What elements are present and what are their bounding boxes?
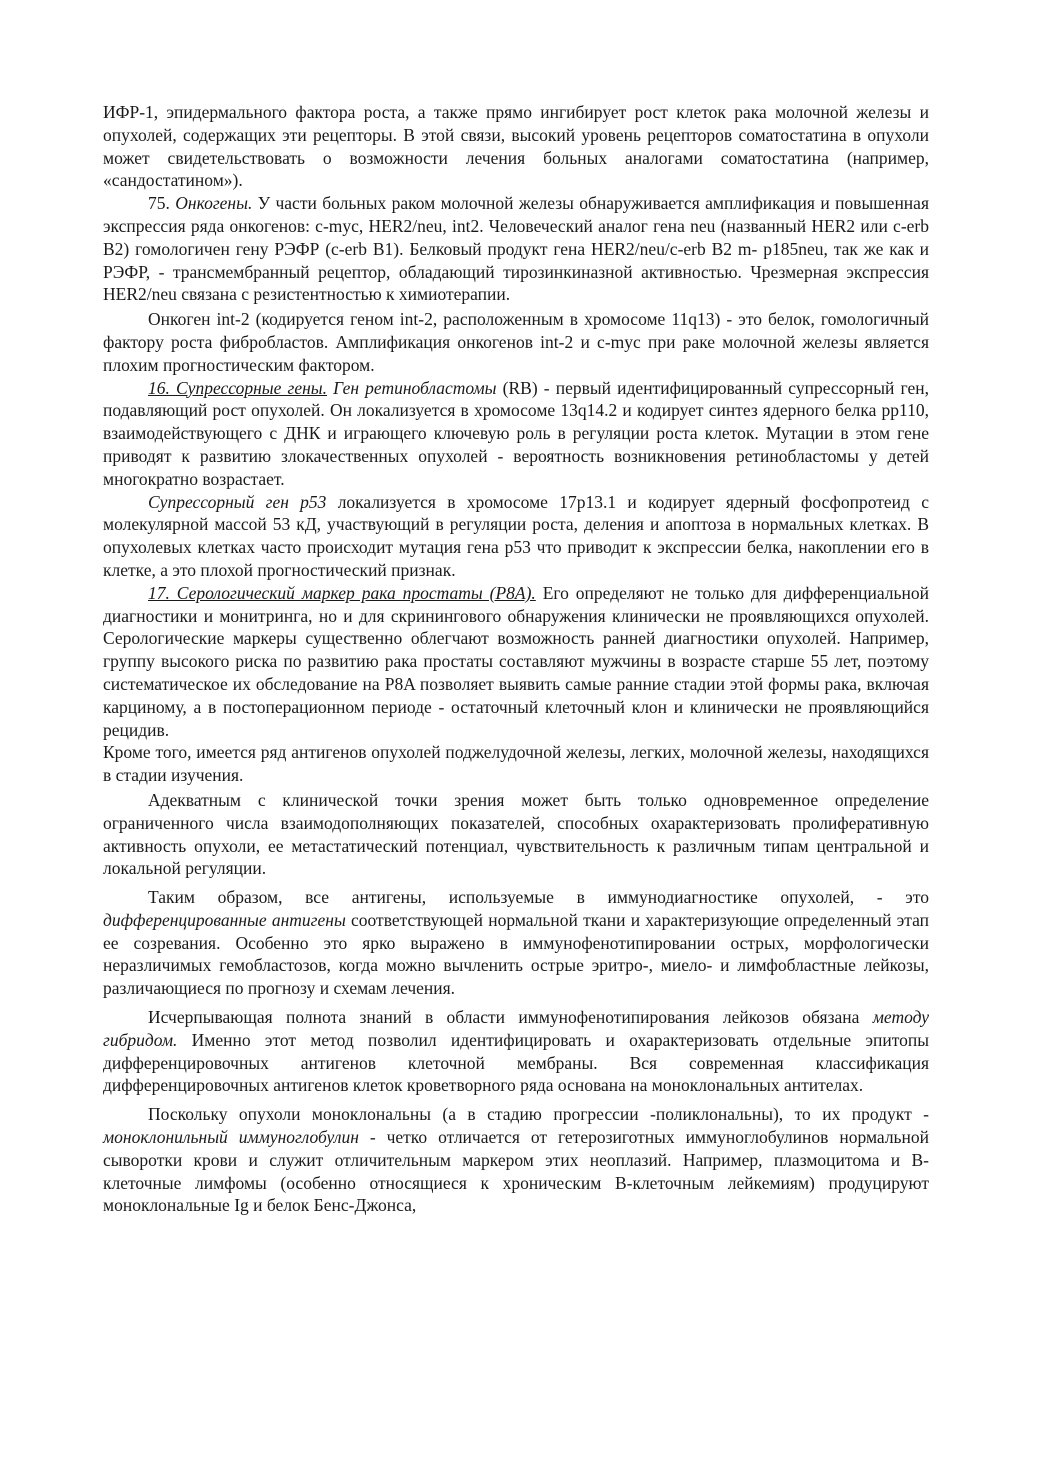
paragraph-oncogenes — [103, 192, 929, 306]
paragraph-text: 75. — [148, 193, 176, 214]
paragraph-differentiated-antigens — [103, 886, 929, 1000]
emphasized-text: Супрессорный ген p53 — [148, 491, 327, 512]
emphasized-text: Ген ретинобластомы — [333, 377, 497, 398]
emphasized-text: дифференцированные антигены — [103, 909, 346, 930]
emphasized-text: методу гибридом. — [103, 1007, 929, 1050]
paragraph-text: - четко отличается от гетерозиготных иммуноглобулинов нормальной сыворотки крови и служит отличительным маркером этих неоплазий. Например, плазмоцитома и B-клеточные лимфомы (особенно относящиеся к хроническим B-клеточным лейкемиям) продуцируют моноклональные Ig и белок Бенс-Джонса, — [103, 1127, 930, 1216]
document-page — [103, 101, 929, 1217]
paragraph-text: ИФР-1, эпидермального фактора роста, а также прямо ингибирует рост клеток рака молочной железы и опухолей, содержащих эти рецепторы. В этой связи, высокий уровень рецепторов соматостатина в опухоли может свидетельствовать о возможности лечения больных аналогами соматостатина (например, «сандостатином»). — [103, 102, 929, 191]
paragraph-hybridoma-method — [103, 1006, 929, 1097]
paragraph-text: Адекватным с клинической точки зрения может быть только одновременное определение ограниченного числа взаимодополняющих показателей, способных охарактеризовать пролиферативную активность опухоли, ее метастатический потенциал, чувствительность к различным типам центральной и локальной регуляции. — [103, 789, 929, 879]
paragraph-int2 — [103, 308, 929, 376]
paragraph-text: Таким образом, все антигены, используемые в иммунодиагностике опухолей, - это — [148, 887, 929, 908]
paragraph-text: (RB) - первый идентифицированный супрессорный ген, подавляющий рост опухолей. Он локализуется в хромосоме 13q14.2 и кодирует синтез ядерного белка pp110, взаимодействующего с ДНК и играющего ключевую роль в регуляции роста клеток. Мутации в этом гене приводят к развитию злокачественных опухолей - вероятность возникновения ретинобластомы у детей многократно возрастает. — [103, 377, 929, 489]
paragraph-text: соответствующей нормальной ткани и характеризующие определенный этап ее созревания. Особенно это ярко выражено в иммунофенотипировании острых, морфологически неразличимых гемобластозов, когда можно вычленить острые эритро-, миело- и лимфобластные лейкозы, различающиеся по прогнозу и схемам лечения. — [103, 909, 930, 999]
paragraph-text: Его определяют не только для дифференциальной диагностики и монитринга, но и для скринингового обнаружения клинически не проявляющихся опухолей. Серологические маркеры существенно облегчают возможность ранней диагностики опухолей. Например, группу высокого риска по развитию рака простаты составляют мужчины в возрасте старше 55 лет, поэтому систематическое их обследование на P8A позволяет выявить самые ранние стадии этой формы рака, включая карциному, а в постоперационном периоде - остаточный клеточный клон и клинически не проявляющийся рецидив. — [103, 582, 929, 740]
paragraph-prostate-marker — [103, 582, 929, 742]
paragraph-text: Поскольку опухоли моноклональны (а в стадию прогрессии -поликлональны), то их продукт - — [148, 1104, 929, 1125]
emphasized-text: 17. Серологический маркер рака простаты (P8A). — [148, 582, 536, 603]
paragraph-other-antigens — [103, 741, 929, 787]
paragraph-p53 — [103, 491, 929, 582]
paragraph-text: Именно этот метод позволил идентифицировать и охарактеризовать отдельные эпитопы дифференцировочных антигенов клеточной мембраны. Вся современная классификация дифференцировочных антигенов клеток кроветворного ряда основана на моноклональных антителах. — [103, 1029, 929, 1096]
paragraph-suppressor-genes — [103, 377, 929, 491]
paragraph-text: Исчерпывающая полнота знаний в области иммунофенотипирования лейкозов обязана — [148, 1007, 873, 1028]
paragraph-text: Кроме того, имеется ряд антигенов опухолей поджелудочной железы, легких, молочной железы, находящихся в стадии изучения. — [103, 742, 929, 786]
paragraph-monoclonal-immunoglobulin — [103, 1103, 929, 1217]
emphasized-text: Онкогены. — [175, 193, 253, 214]
paragraph-text: локализуется в хромосоме 17p13.1 и кодирует ядерный фосфопротеид с молекулярной массой 53 кД, участвующий в регуляции роста, деления и апоптоза в нормальных клетках. В опухолевых клетках часто происходит мутация гена p53 что приводит к экспрессии белка, накоплении его в клетке, а это плохой прогностический признак. — [103, 491, 929, 580]
paragraph-adequate-determination — [103, 789, 929, 880]
emphasized-text: моноклонильный иммуноглобулин — [103, 1127, 359, 1148]
paragraph-somatostatin-end — [103, 101, 929, 192]
paragraph-text: Онкоген int-2 (кодируется геном int-2, расположенным в хромосоме 11q13) - это белок, гомологичный фактору роста фибробластов. Амплификация онкогенов int-2 и c-myc при раке молочной железы является плохим прогностическим фактором. — [103, 309, 929, 375]
emphasized-text: 16. Супрессорные гены. — [148, 377, 328, 398]
paragraph-text: У части больных раком молочной железы обнаруживается амплификация и повышенная экспрессия ряда онкогенов: c-myc, HER2/neu, int2. Человеческий аналог гена neu (названный HER2 или c-erb B2) гомологичен гену РЭФР (c-erb B1). Белковый продукт гена HER2/neu/c-erb B2 m- p185neu, так же как и РЭФР, - трансмембранный рецептор, обладающий тирозинкиназной активностью. Чрезмерная экспрессия HER2/neu связана с резистентностью к химиотерапии. — [103, 193, 929, 305]
